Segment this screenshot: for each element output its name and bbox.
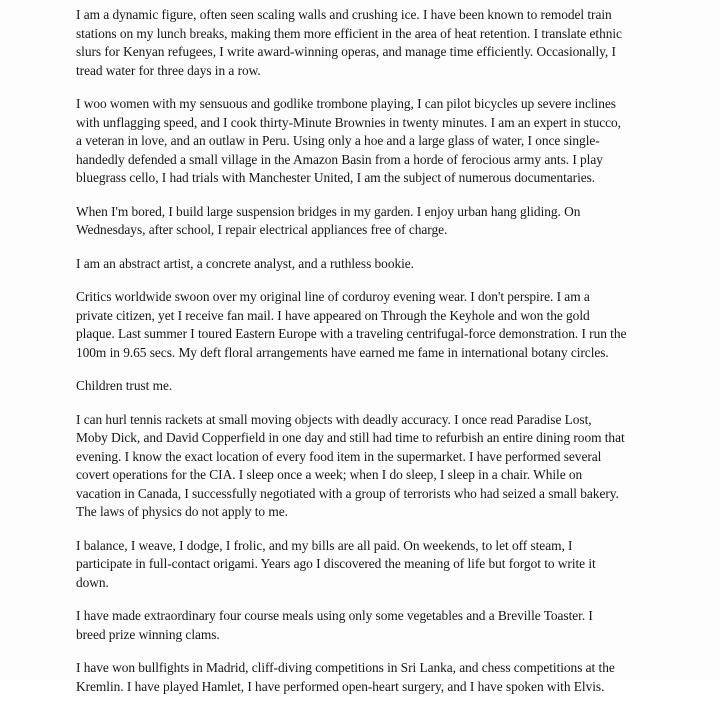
paragraph-balance-weave: I balance, I weave, I dodge, I frolic, and my bills are all paid. On weekends, to let off steam, I participate in full-contact origami. Years ago I discovered the meaning of life but forgot to write it down. xyxy=(76,537,596,590)
paragraph-abstract-artist: I am an abstract artist, a concrete analyst, and a ruthless bookie. xyxy=(76,255,414,271)
paragraph-tennis-rackets: I can hurl tennis rackets at small moving objects with deadly accuracy. I once read Paradise Lost, Moby Dick, and David Copperfield in one day and still had time to refurbish an entire dining room that evening. I know the exact location of every food item in the supermarket. I have performed several covert operations for the CIA. I sleep once a week; when I do sleep, I sleep in a chair. While on vacation in Canada, I successfully negotiated with a group of terrorists who had seized a small bakery. The laws of physics do not apply to me. xyxy=(76,411,625,519)
paragraph-trombone: I woo women with my sensuous and godlike trombone playing, I can pilot bicycles up severe inclines with unflagging speed, and I cook thirty-Minute Brownies in twenty minutes. I am an expert in stucco, a veteran in love, and an outlaw in Peru. Using only a hoe and a large glass of water, I once single- handedly defended a small village in the Amazon Basin from a horde of ferocious army ants. I play bluegrass cello, I had trials with Manchester United, I am the subject of numerous documentaries. xyxy=(76,96,621,185)
paragraph-suspension-bridges: When I'm bored, I build large suspension bridges in my garden. I enjoy urban hang gliding. On Wednesdays, after school, I repair electrical appliances free of charge. xyxy=(76,203,581,237)
paragraph-dynamic-figure: I am a dynamic figure, often seen scaling walls and crushing ice. I have been known to remodel train stations on my lunch breaks, making them more efficient in the area of heat retention. I translate ethnic slurs for Kenyan refugees, I write award-winning operas, and manage time efficiently. Occasionally, I tread water for three days in a row. xyxy=(76,7,622,78)
document-body xyxy=(76,6,702,711)
paragraph-bullfights: I have won bullfights in Madrid, cliff-diving competitions in Sri Lanka, and chess competitions at the Kremlin. I have played Hamlet, I have performed open-heart surgery, and I have spoken with Elvis. xyxy=(76,660,615,694)
paragraph-children-trust: Children trust me. xyxy=(76,378,173,393)
paragraph-corduroy: Critics worldwide swoon over my original line of corduroy evening wear. I don't perspire. I am a private citizen, yet I receive fan mail. I have appeared on Through the Keyhole and won the gold plaque. Last summer I toured Eastern Europe with a traveling centrifugal-force demonstration. I run the 100m in 9.65 secs. My deft floral arrangements have earned me fame in international botany circles. xyxy=(76,289,627,360)
paragraph-four-course-meals: I have made extraordinary four course meals using only some vegetables and a Breville Toaster. I breed prize winning clams. xyxy=(76,608,593,642)
